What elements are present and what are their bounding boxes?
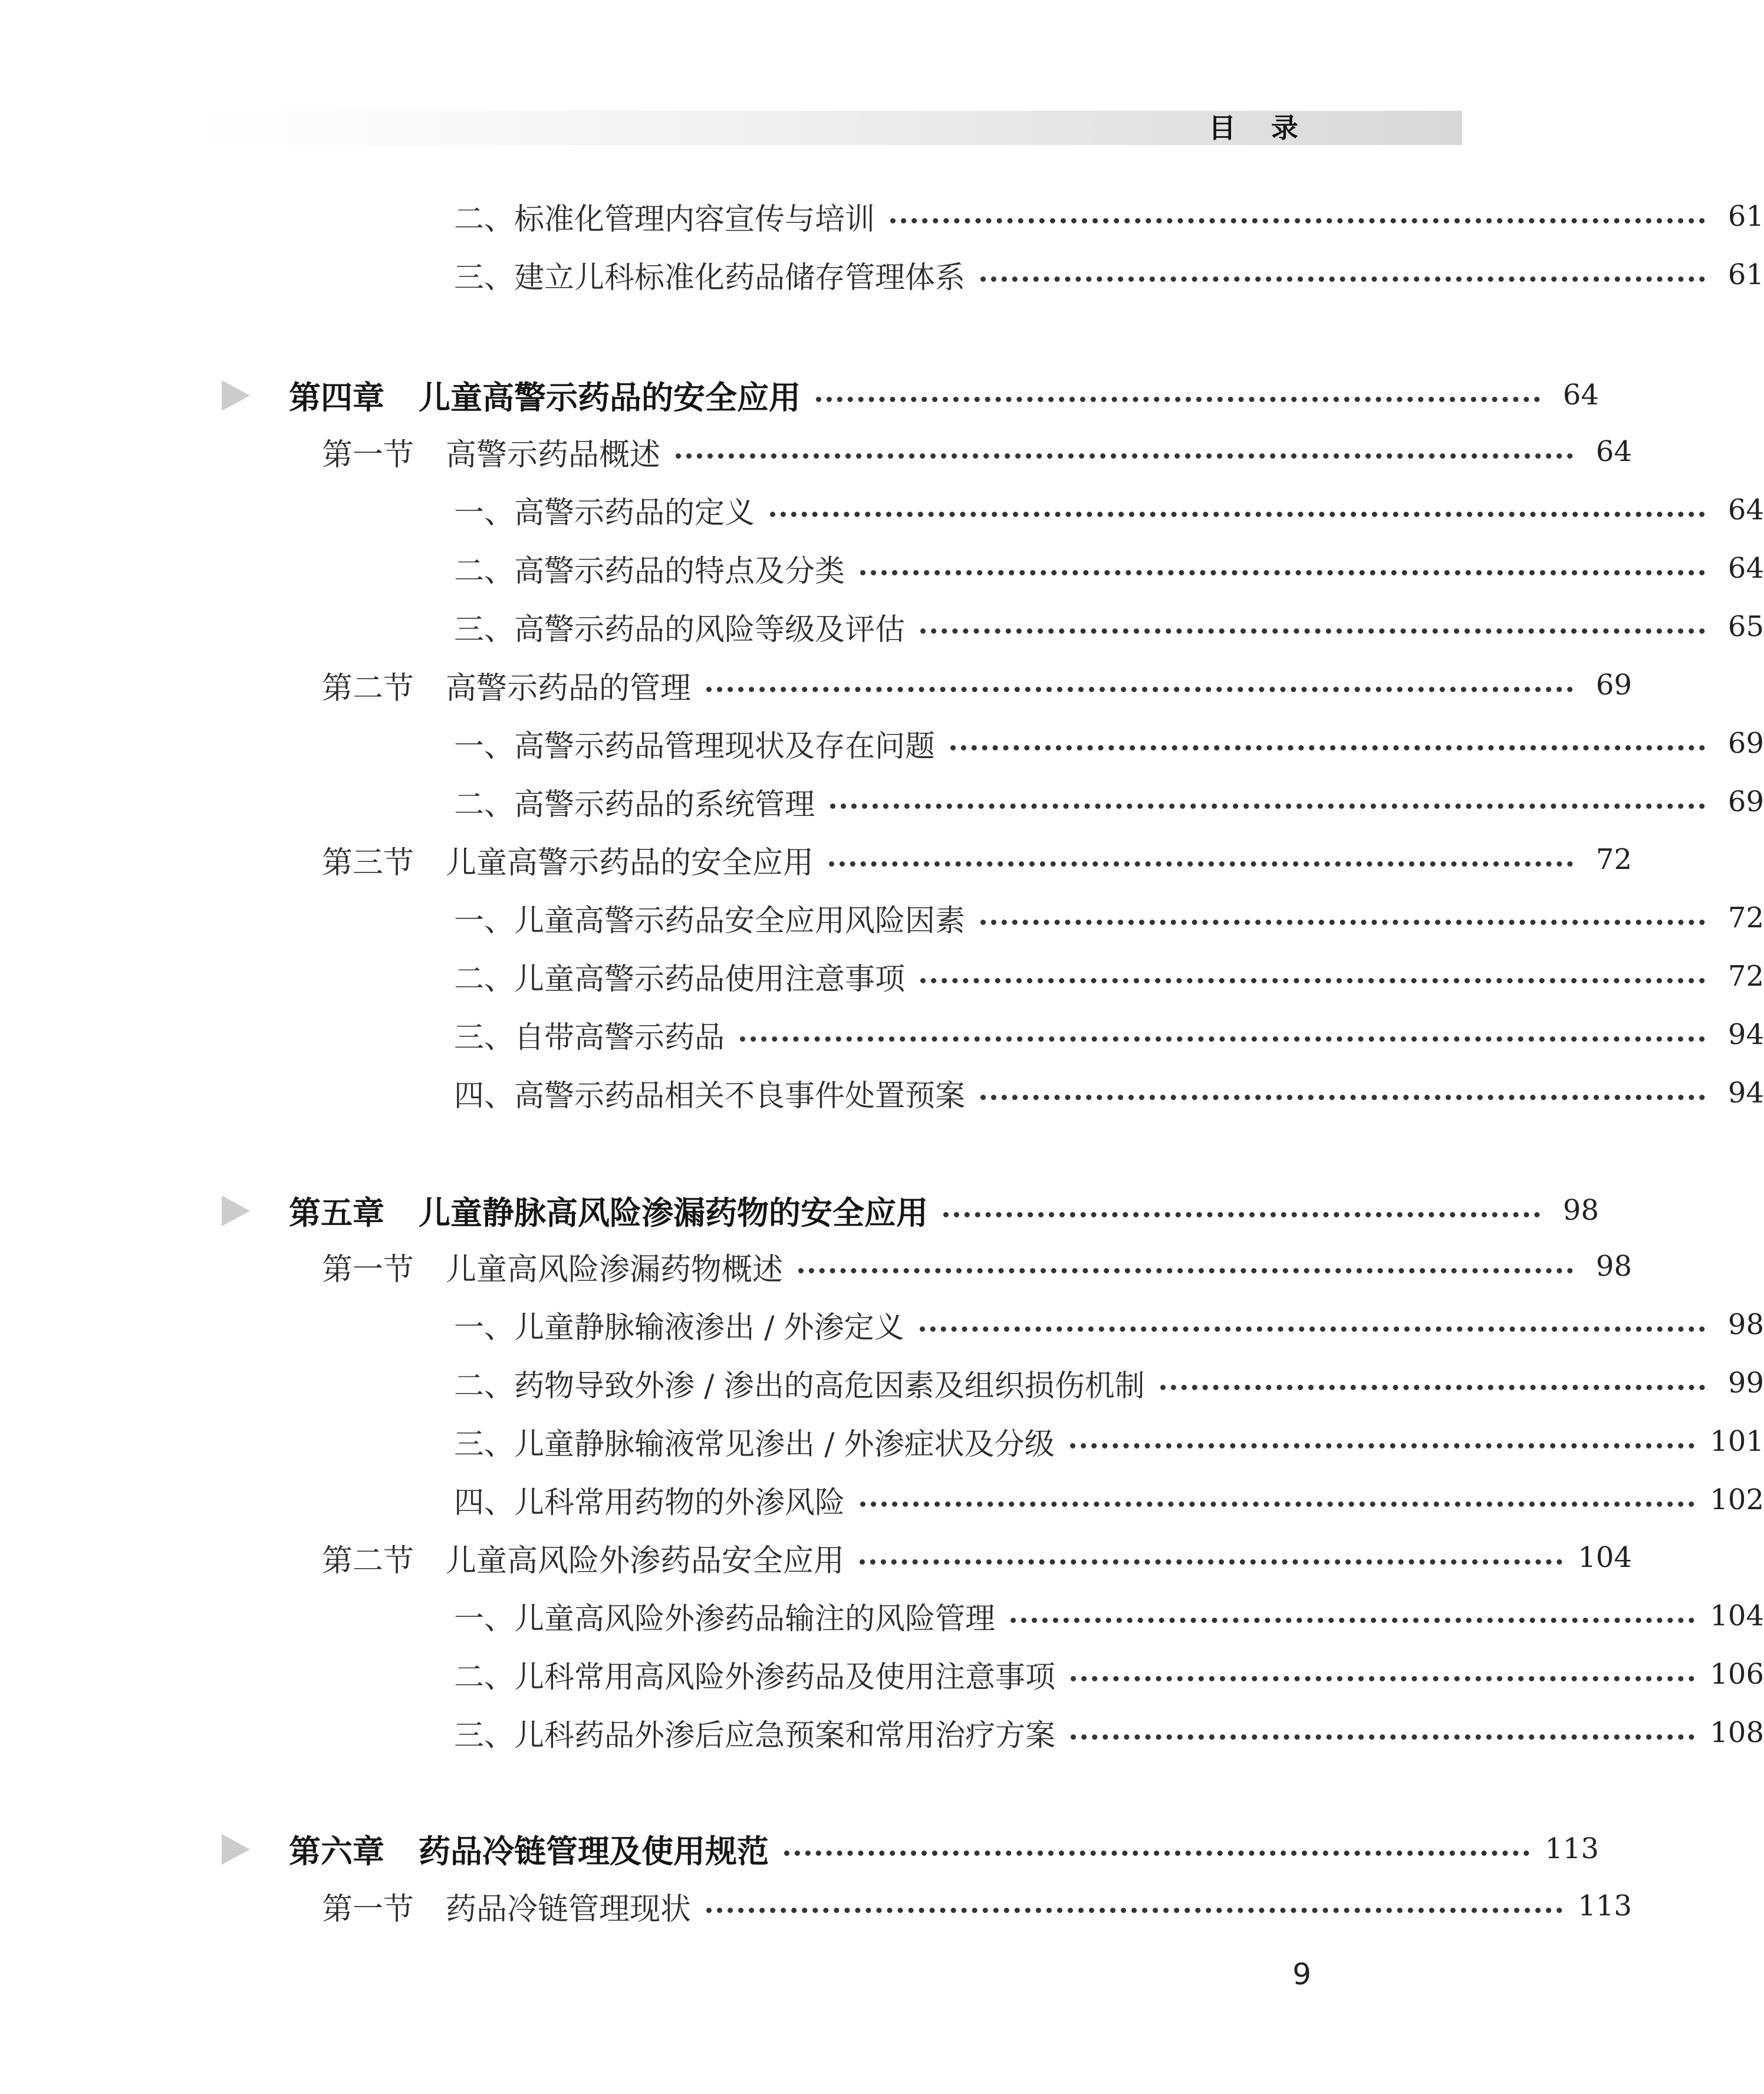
toc-entry[interactable]: [0, 1648, 1764, 1701]
dot-leader: [1071, 1734, 1694, 1740]
toc-entry-page: 69: [1595, 669, 1632, 702]
toc-entry-label: 二、高警示药品的特点及分类: [454, 554, 845, 589]
dot-leader: [920, 628, 1705, 634]
toc-entry-label: 一、儿童高风险外渗药品输注的风险管理: [454, 1602, 996, 1637]
toc-entry-page: 106: [1710, 1658, 1764, 1691]
toc-entry[interactable]: [0, 950, 1764, 1003]
toc-entry[interactable]: [0, 248, 1764, 301]
section-title: 第二节 儿童高风险外渗药品安全应用: [322, 1543, 845, 1579]
toc-entry-page: 102: [1710, 1483, 1764, 1516]
page-number: 9: [1292, 1957, 1311, 1991]
dot-leader: [980, 276, 1705, 282]
toc-entry-page: 98: [1727, 1308, 1764, 1341]
toc-entry-page: 113: [1578, 1889, 1632, 1922]
toc-entry[interactable]: [0, 717, 1764, 770]
toc-entry-label: 二、药物导致外渗 / 渗出的高危因素及组织损伤机制: [454, 1369, 1145, 1404]
section-title: 第二节 高警示药品的管理: [322, 670, 692, 706]
toc-entry[interactable]: [0, 600, 1764, 653]
toc-section-entry[interactable]: [0, 1240, 1632, 1293]
dot-leader: [890, 218, 1705, 223]
toc-entry-page: 99: [1727, 1367, 1764, 1400]
toc-entry-page: 69: [1727, 727, 1764, 760]
toc-entry-page: 64: [1595, 435, 1632, 468]
dot-leader: [860, 570, 1705, 575]
toc-entry-page: 61: [1727, 200, 1764, 233]
toc-entry[interactable]: [0, 891, 1764, 944]
dot-leader: [1160, 1385, 1705, 1390]
toc-entry-page: 64: [1727, 493, 1764, 526]
toc-entry-page: 104: [1578, 1541, 1632, 1574]
dot-leader: [706, 1908, 1562, 1913]
toc-header-title: 目 录: [1208, 112, 1311, 144]
toc-entry-label: 三、自带高警示药品: [454, 1020, 725, 1055]
toc-entry-page: 94: [1727, 1018, 1764, 1051]
dot-leader: [706, 687, 1573, 692]
dot-leader: [770, 512, 1705, 517]
toc-entry-label: 三、儿科药品外渗后应急预案和常用治疗方案: [454, 1718, 1056, 1753]
dot-leader: [829, 861, 1573, 867]
toc-entry-page: 98: [1562, 1194, 1599, 1227]
section-title: 第一节 儿童高风险渗漏药物概述: [322, 1252, 784, 1288]
toc-entry[interactable]: [0, 1008, 1764, 1061]
toc-entry-page: 64: [1727, 552, 1764, 585]
toc-entry-label: 三、高警示药品的风险等级及评估: [454, 613, 906, 647]
toc-entry-label: 二、标准化管理内容宣传与培训: [454, 202, 876, 237]
toc-entry-page: 65: [1727, 610, 1764, 643]
toc-entry[interactable]: [0, 190, 1764, 243]
toc-entry[interactable]: [0, 1066, 1764, 1120]
section-title: 第一节 高警示药品概述: [322, 437, 661, 473]
dot-leader: [1070, 1443, 1695, 1448]
toc-entry-page: 69: [1727, 785, 1764, 818]
toc-entry-page: 94: [1727, 1076, 1764, 1109]
toc-entry-page: 98: [1595, 1250, 1632, 1283]
dot-leader: [1071, 1676, 1694, 1681]
toc-entry-label: 一、儿童静脉输液渗出 / 外渗定义: [454, 1311, 904, 1345]
dot-leader: [816, 397, 1540, 402]
dot-leader: [830, 804, 1705, 809]
toc-entry-label: 一、高警示药品的定义: [454, 496, 755, 531]
dot-leader: [950, 745, 1705, 750]
toc-entry-page: 113: [1545, 1832, 1599, 1865]
toc-entry[interactable]: [0, 1589, 1764, 1642]
toc-section-entry[interactable]: [0, 1879, 1632, 1932]
toc-section-entry[interactable]: [0, 659, 1632, 712]
dot-leader: [740, 1036, 1705, 1042]
toc-section-entry[interactable]: [0, 833, 1632, 886]
toc-entry[interactable]: [0, 483, 1764, 536]
toc-entry-page: 72: [1595, 843, 1632, 876]
toc-entry-page: 104: [1710, 1599, 1764, 1632]
dot-leader: [860, 1559, 1562, 1565]
toc-entry-label: 三、建立儿科标准化药品储存管理体系: [454, 261, 966, 295]
toc-entry-page: 72: [1727, 901, 1764, 934]
toc-entry[interactable]: [0, 542, 1764, 595]
toc-entry-label: 二、儿科常用高风险外渗药品及使用注意事项: [454, 1660, 1056, 1695]
chapter-title: 第五章 儿童静脉高风险渗漏药物的安全应用: [289, 1193, 928, 1232]
dot-leader: [860, 1502, 1694, 1507]
toc-entry[interactable]: [0, 775, 1764, 828]
toc-entry[interactable]: [0, 1473, 1764, 1526]
dot-leader: [943, 1212, 1540, 1217]
toc-chapter-entry[interactable]: [0, 1822, 1599, 1875]
dot-leader: [1011, 1618, 1694, 1623]
dot-leader: [798, 1268, 1573, 1273]
toc-entry-label: 四、高警示药品相关不良事件处置预案: [454, 1079, 966, 1114]
dot-leader: [920, 1326, 1705, 1332]
toc-entry-label: 四、儿科常用药物的外渗风险: [454, 1486, 845, 1520]
toc-entry-page: 61: [1727, 258, 1764, 291]
toc-entry[interactable]: [0, 1298, 1764, 1351]
toc-entry[interactable]: [0, 1706, 1764, 1759]
toc-entry-page: 72: [1727, 960, 1764, 993]
toc-chapter-entry[interactable]: [0, 368, 1599, 422]
toc-entry-page: 108: [1710, 1716, 1764, 1749]
toc-entry-label: 二、儿童高警示药品使用注意事项: [454, 962, 906, 997]
dot-leader: [980, 1095, 1705, 1100]
toc-section-entry[interactable]: [0, 425, 1632, 478]
section-title: 第三节 儿童高警示药品的安全应用: [322, 845, 814, 881]
dot-leader: [676, 453, 1573, 459]
toc-entry-page: 64: [1562, 378, 1599, 411]
toc-entry[interactable]: [0, 1415, 1764, 1468]
toc-entry-page: 101: [1710, 1425, 1764, 1458]
dot-leader: [980, 920, 1705, 925]
toc-entry[interactable]: [0, 1357, 1764, 1410]
dot-leader: [920, 978, 1705, 983]
toc-entry-label: 一、高警示药品管理现状及存在问题: [454, 729, 936, 764]
toc-entry-label: 二、高警示药品的系统管理: [454, 788, 815, 822]
toc-entry-label: 一、儿童高警示药品安全应用风险因素: [454, 904, 966, 939]
section-title: 第一节 药品冷链管理现状: [322, 1891, 692, 1927]
dot-leader: [784, 1851, 1529, 1856]
toc-entry-label: 三、儿童静脉输液常见渗出 / 外渗症状及分级: [454, 1427, 1055, 1462]
toc-chapter-entry[interactable]: [0, 1184, 1599, 1237]
toc-section-entry[interactable]: [0, 1531, 1632, 1584]
chapter-title: 第六章 药品冷链管理及使用规范: [289, 1832, 769, 1870]
chapter-title: 第四章 儿童高警示药品的安全应用: [289, 378, 801, 416]
